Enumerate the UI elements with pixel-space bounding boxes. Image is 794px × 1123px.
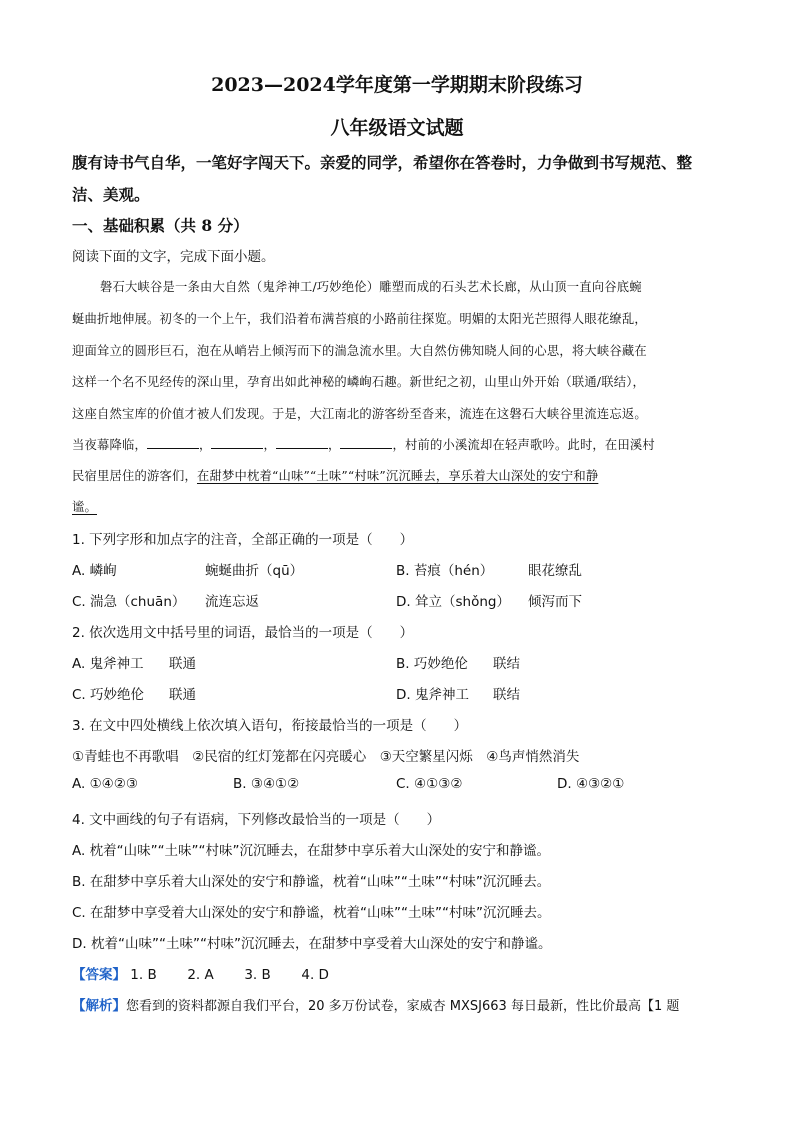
q4-option-d: D. 枕着“山味”“土味”“村味”沉沉睡去，在甜梦中享受着大山深处的安宁和静谧。 [72,936,552,952]
answer-tag: 【答案】 [72,967,126,983]
passage-line-1: 磐石大峡谷是一条由大自然（鬼斧神工/巧妙绝伦）雕塑而成的石头艺术长廊，从山顶一直向谷底蜿 [100,280,642,294]
section-heading: 一、基础积累（共 8 分） [72,216,249,235]
q2-option-a-2: 联通 [169,656,196,672]
q1-option-c-2: 流连忘返 [205,594,259,610]
analysis-tag: 【解析】 [72,998,126,1014]
passage-line-6: 当夜幕降临， ， ， ， ，村前的小溪流却在轻声歌吟。此时，在田溪村 [72,438,655,452]
fill-blank-2 [211,436,263,449]
q1-option-d-2: 倾泻而下 [528,594,582,610]
intro-line-1: 腹有诗书气自华，一笔好字闯天下。亲爱的同学，希望你在答卷时，力争做到书写规范、整 [72,153,693,172]
fill-blank-1 [147,436,199,449]
q1-option-b-2: 眼花缭乱 [528,563,582,579]
passage-line-7 [72,466,598,484]
section-instruction: 阅读下面的文字，完成下面小题。 [72,249,275,265]
intro-line-2: 洁、美观。 [72,185,150,204]
q1-option-b: B. 苔痕（hén） [396,563,494,579]
passage-line-6-end: ，村前的小溪流却在轻声歌吟。此时，在田溪村 [392,438,655,452]
passage-line-5: 这座自然宝库的价值才被人们发现。于是，大江南北的游客纷至沓来，流连在这磐石大峡谷里流连忘返。 [72,407,647,421]
q3-option-a: A. ①④②③ [72,776,138,792]
analysis-line [72,994,679,1014]
q4-option-b: B. 在甜梦中享乐着大山深处的安宁和静谧，枕着“山味”“土味”“村味”沉沉睡去。 [72,874,551,890]
q4-option-a: A. 枕着“山味”“土味”“村味”沉沉睡去，在甜梦中享乐着大山深处的安宁和静谧。 [72,843,551,859]
q2-option-a: A. 鬼斧神工 [72,656,144,672]
passage-line-4: 这样一个名不见经传的深山里，孕育出如此神秘的嶙峋石趣。新世纪之初，山里山外开始（联通/联结）， [72,375,646,389]
q4-option-c: C. 在甜梦中享受着大山深处的安宁和静谧，枕着“山味”“土味”“村味”沉沉睡去。 [72,905,551,921]
q1-option-a-2: 蜿蜒曲折（qū） [205,563,304,579]
q2-option-d-2: 联结 [493,687,520,703]
answer-1: 1. B [130,967,157,983]
question-3-stem: 3. 在文中四处横线上依次填入语句，衔接最恰当的一项是（ ） [72,718,468,734]
underlined-sentence: 在甜梦中枕着“山味”“土味”“村味”沉沉睡去，享乐着大山深处的安宁和静 [196,469,599,483]
q2-option-c-2: 联通 [169,687,196,703]
question-4-stem: 4. 文中画线的句子有语病，下列修改最恰当的一项是（ ） [72,812,441,828]
answer-line [72,963,329,983]
q2-option-c: C. 巧妙绝伦 [72,687,145,703]
question-1-stem: 1. 下列字形和加点字的注音，全部正确的一项是（ ） [72,532,414,548]
passage-line-8: 谧。 [72,500,97,514]
analysis-text: 您看到的资料都源自我们平台，20 多万份试卷，家威杏 MXSJ663 每日最新，性比价最高【1 题 [126,999,680,1014]
answer-3: 3. B [244,967,271,983]
passage-line-2: 蜒曲折地伸展。初冬的一个上午，我们沿着布满苔痕的小路前往探览。明媚的太阳光芒照得人眼花缭乱， [72,312,647,326]
passage-line-6-start: 当夜幕降临， [72,438,147,452]
page-title: 2023—2024学年度第一学期期末阶段练习 [211,74,583,96]
q2-option-b: B. 巧妙绝伦 [396,656,468,672]
answer-2: 2. A [187,967,214,983]
q3-phrases: ①青蛙也不再歌唱 ②民宿的红灯笼都在闪亮暖心 ③天空繁星闪烁 ④鸟声悄然消失 [72,749,580,765]
q1-option-c: C. 湍急（chuān） [72,594,186,610]
q3-option-d: D. ④③②① [557,776,625,792]
answer-4: 4. D [301,967,329,983]
page-subtitle: 八年级语文试题 [330,117,464,139]
q2-option-d: D. 鬼斧神工 [396,687,469,703]
fill-blank-4 [340,436,392,449]
fill-blank-3 [276,436,328,449]
passage-line-7-start: 民宿里居住的游客们， [72,469,197,483]
q3-option-b: B. ③④①② [233,776,300,792]
q1-option-a: A. 嶙峋 [72,563,117,579]
q2-option-b-2: 联结 [493,656,520,672]
passage-line-3: 迎面耸立的圆形巨石，泡在从峭岩上倾泻而下的湍急流水里。大自然仿佛知晓人间的心思，将大峡谷藏在 [72,344,647,358]
q1-option-d: D. 耸立（shǒng） [396,594,510,610]
question-2-stem: 2. 依次选用文中括号里的词语，最恰当的一项是（ ） [72,625,414,641]
q3-option-c: C. ④①③② [396,776,463,792]
